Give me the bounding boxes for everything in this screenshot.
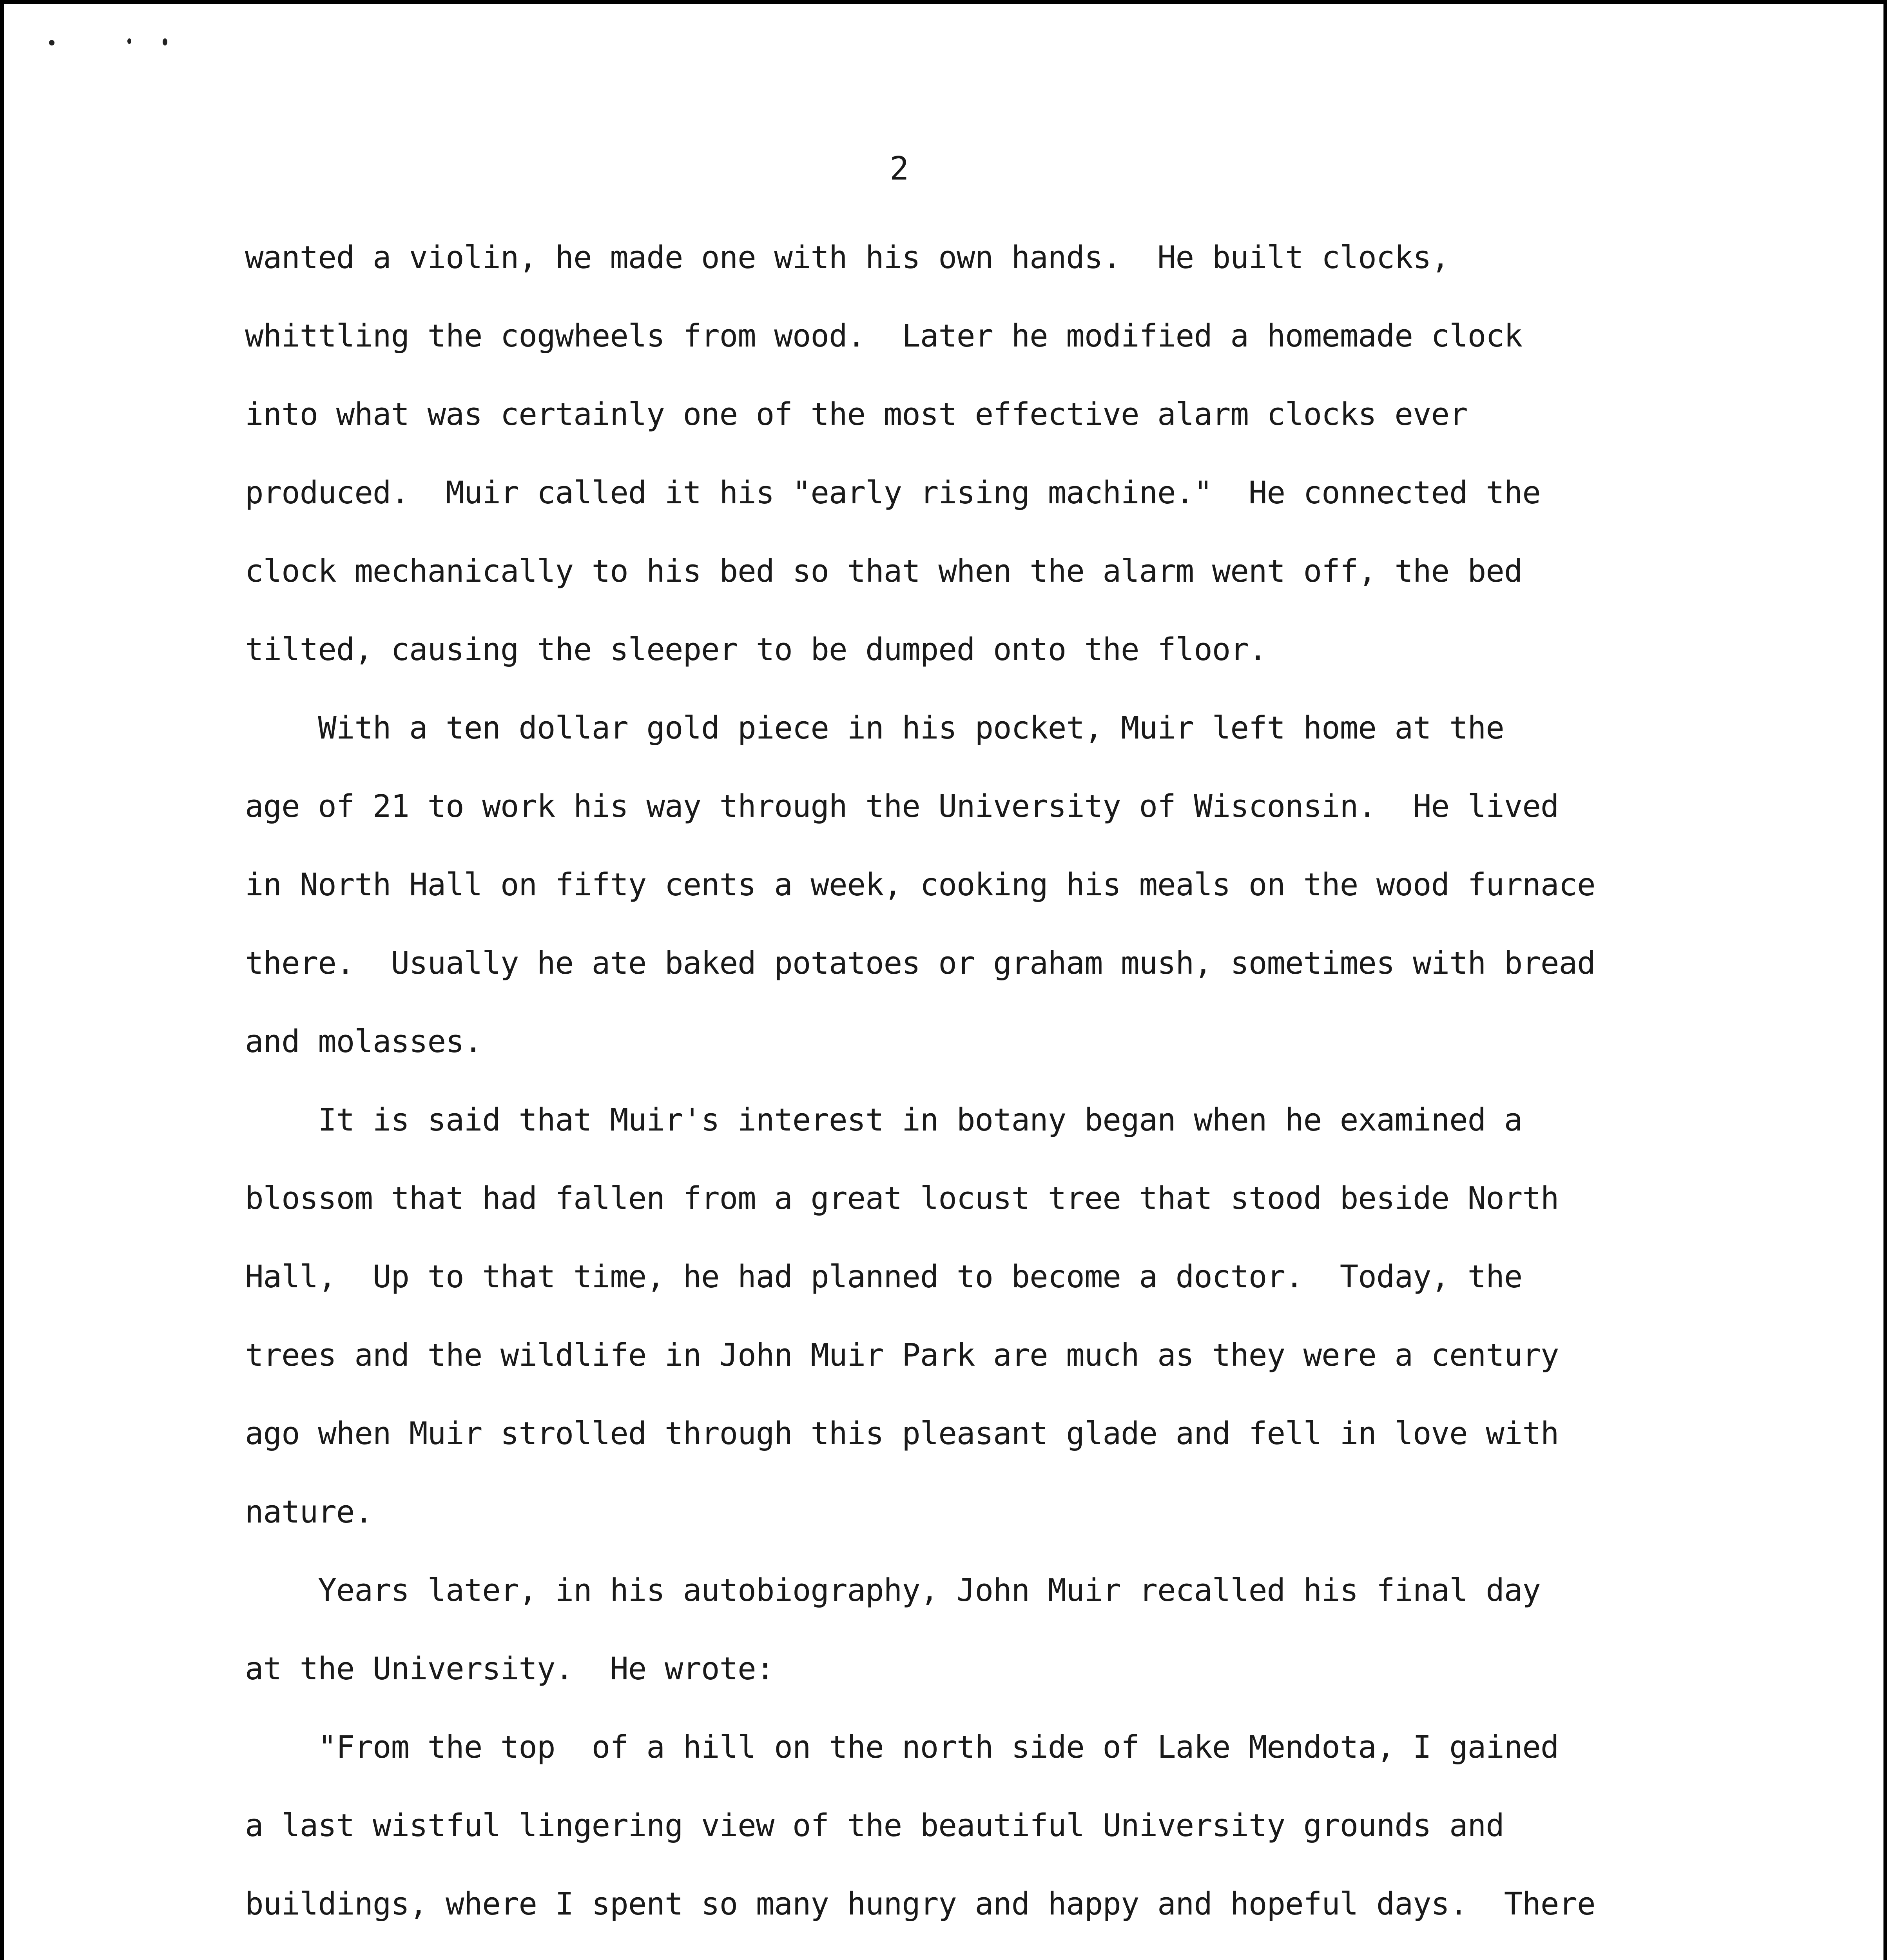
scan-speck [49,40,54,45]
page-number: 2 [890,150,909,187]
body-line: ago when Muir strolled through this pleasant glade and fell in love with [245,1416,1559,1452]
body-line: clock mechanically to his bed so that when the alarm went off, the bed [245,553,1523,589]
body-line: nature. [245,1494,373,1530]
scan-border-left [0,0,4,1960]
scan-border-right [1883,0,1887,1960]
body-line: there. Usually he ate baked potatoes or graham mush, sometimes with bread [245,945,1595,981]
body-line: buildings, where I spent so many hungry and happy and hopeful days. There [245,1886,1595,1922]
body-line: in North Hall on fifty cents a week, cooking his meals on the wood furnace [245,867,1595,903]
body-line: trees and the wildlife in John Muir Park are much as they were a century [245,1337,1559,1373]
body-line: Hall, Up to that time, he had planned to become a doctor. Today, the [245,1259,1523,1295]
scan-speck [163,38,167,45]
body-line: produced. Muir called it his "early rising machine." He connected the [245,475,1541,511]
body-line: tilted, causing the sleeper to be dumped onto the floor. [245,632,1267,668]
body-line: Years later, in his autobiography, John Muir recalled his final day [245,1572,1541,1608]
body-line: into what was certainly one of the most effective alarm clocks ever [245,396,1468,432]
body-line: "From the top of a hill on the north side of Lake Mendota, I gained [245,1729,1559,1765]
body-line: and molasses. [245,1024,482,1060]
body-line: whittling the cogwheels from wood. Later he modified a homemade clock [245,318,1523,354]
body-line: at the University. He wrote: [245,1651,774,1687]
body-line: blossom that had fallen from a great locust tree that stood beside North [245,1180,1559,1216]
scan-speck [127,38,131,44]
body-line: With a ten dollar gold piece in his pocket, Muir left home at the [245,710,1504,746]
body-line: It is said that Muir's interest in botany began when he examined a [245,1102,1523,1138]
body-line: wanted a violin, he made one with his own hands. He built clocks, [245,240,1450,276]
body-line: age of 21 to work his way through the University of Wisconsin. He lived [245,788,1559,824]
scan-border-top [0,0,1887,4]
body-line: a last wistful lingering view of the beautiful University grounds and [245,1808,1504,1844]
